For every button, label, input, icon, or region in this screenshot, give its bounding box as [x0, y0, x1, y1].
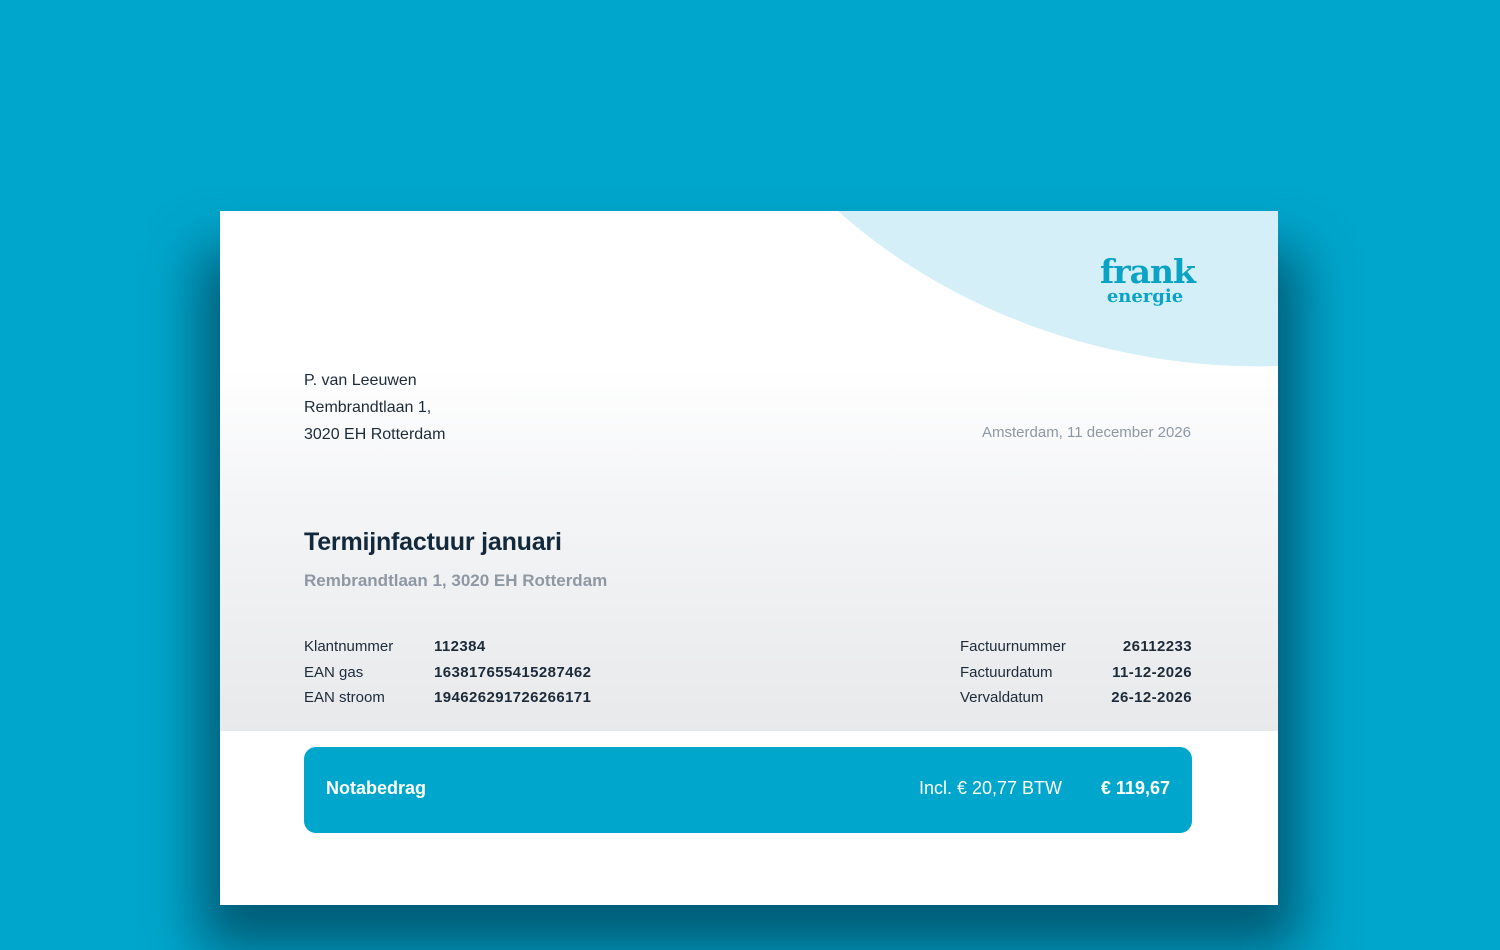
recipient-city: 3020 EH Rotterdam — [304, 426, 446, 443]
info-row-factuurnummer — [960, 634, 1192, 660]
header-wave-path — [838, 211, 1278, 366]
info-label: Factuurdatum — [960, 663, 1053, 681]
info-label: Factuurnummer — [960, 638, 1066, 655]
info-row-vervaldatum — [960, 685, 1192, 711]
customer-info — [304, 634, 591, 711]
invoice-subtitle: Rembrandtlaan 1, 3020 EH Rotterdam — [304, 571, 608, 590]
recipient-street: Rembrandtlaan 1, — [304, 399, 432, 416]
logo-line-frank: frank — [1100, 252, 1195, 291]
recipient-name: P. van Leeuwen — [304, 372, 417, 389]
logo-line-energie: energie — [1106, 286, 1184, 307]
invoice-paper — [220, 211, 1278, 905]
total-amount: € 119,67 — [1100, 778, 1170, 798]
invoice-info — [960, 634, 1192, 711]
total-amount-bar — [304, 747, 1192, 833]
info-value: 11-12-2026 — [1112, 663, 1192, 681]
info-label: Vervaldatum — [960, 689, 1044, 706]
info-label: EAN gas — [304, 663, 364, 681]
info-row-klantnummer — [304, 634, 591, 660]
invoice-title: Termijnfactuur januari — [304, 528, 562, 556]
place-date: Amsterdam, 11 december 2026 — [982, 424, 1191, 441]
info-value: 112384 — [434, 638, 486, 655]
info-label: EAN stroom — [304, 689, 385, 706]
info-label: Klantnummer — [304, 638, 394, 655]
info-value: 194626291726266171 — [434, 689, 592, 706]
info-value: 26-12-2026 — [1111, 689, 1192, 706]
frank-energie-logo — [1100, 252, 1195, 307]
info-row-ean-stroom — [304, 685, 591, 711]
info-row-factuurdatum — [960, 660, 1192, 686]
info-value: 26112233 — [1122, 638, 1192, 655]
recipient-address — [304, 367, 445, 448]
info-value: 163817655415287462 — [434, 663, 592, 681]
total-vat: Incl. € 20,77 BTW — [918, 778, 1062, 798]
total-label: Notabedrag — [326, 778, 427, 798]
info-row-ean-gas — [304, 660, 591, 686]
